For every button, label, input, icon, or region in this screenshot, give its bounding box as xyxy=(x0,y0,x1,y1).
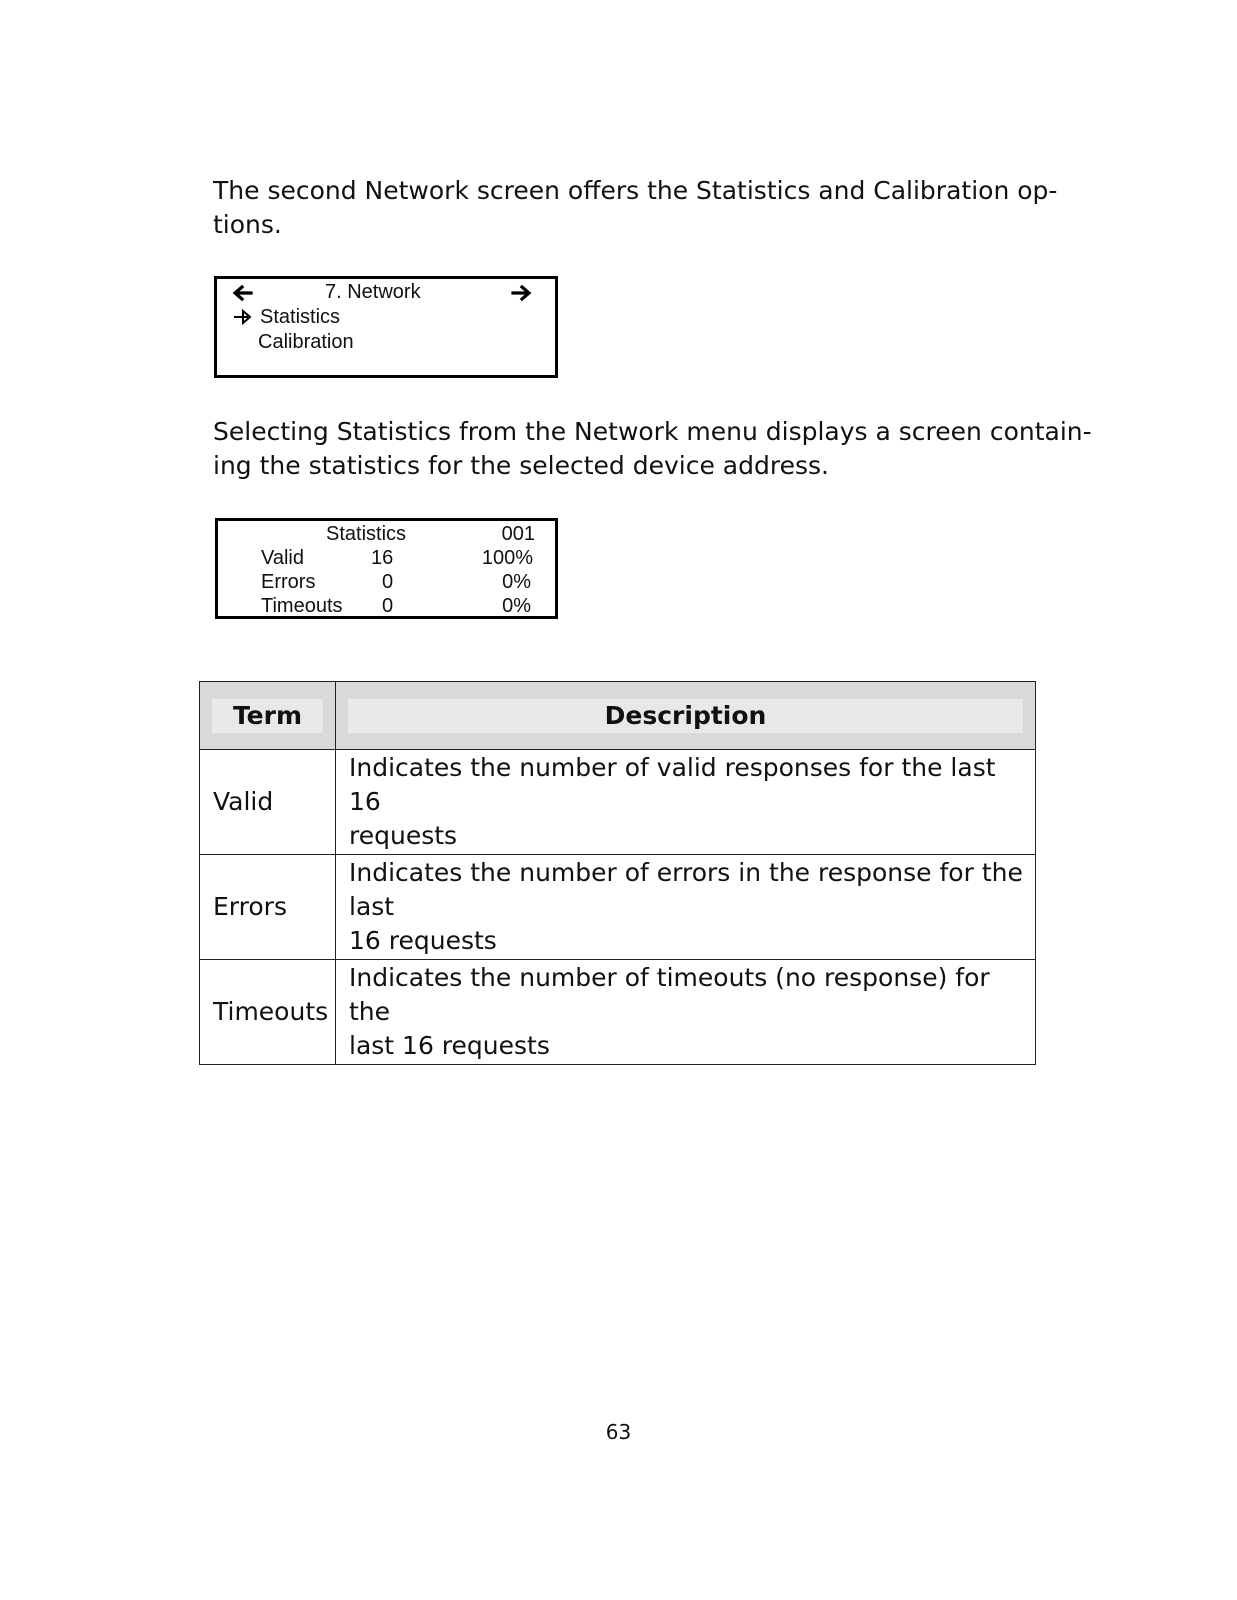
description-line-2: 16 requests xyxy=(349,926,497,955)
description-line-2: last 16 requests xyxy=(349,1031,550,1060)
table-row xyxy=(200,855,1036,960)
menu-item-calibration[interactable]: Calibration xyxy=(258,331,354,353)
stat-count-errors: 0 xyxy=(382,571,394,593)
description-cell xyxy=(336,960,1036,1065)
header-term-label: Term xyxy=(212,699,323,733)
table-row xyxy=(200,960,1036,1065)
stat-count-valid: 16 xyxy=(371,547,394,569)
header-description-label: Description xyxy=(348,699,1023,733)
table-header-row xyxy=(200,682,1036,750)
header-term xyxy=(200,682,336,750)
intro-line-2: tions. xyxy=(213,210,282,239)
stat-count-timeouts: 0 xyxy=(382,595,394,617)
selection-arrow-icon xyxy=(233,309,255,325)
statistics-paragraph xyxy=(213,415,1092,483)
statistics-screen xyxy=(215,518,558,619)
description-line-1: Indicates the number of valid responses for the last 16 xyxy=(349,753,996,816)
menu-item-statistics[interactable]: Statistics xyxy=(260,306,341,328)
term-cell: Valid xyxy=(200,750,336,855)
left-arrow-icon xyxy=(231,284,253,302)
term-cell: Timeouts xyxy=(200,960,336,1065)
description-cell xyxy=(336,855,1036,960)
right-arrow-icon xyxy=(511,284,533,302)
description-line-2: requests xyxy=(349,821,458,850)
term-cell: Errors xyxy=(200,855,336,960)
stat-percent-timeouts: 0% xyxy=(502,595,531,617)
network-screen xyxy=(214,276,558,378)
description-line-1: Indicates the number of errors in the response for the last xyxy=(349,858,1023,921)
description-line-1: Indicates the number of timeouts (no response) for the xyxy=(349,963,990,1026)
stat-label-timeouts: Timeouts xyxy=(261,595,343,617)
stat-percent-errors: 0% xyxy=(502,571,531,593)
stat-percent-valid: 100% xyxy=(481,547,533,569)
statistics-screen-title: Statistics xyxy=(326,523,407,545)
network-screen-title: 7. Network xyxy=(325,281,421,303)
terms-table xyxy=(199,681,1036,1065)
statistics-line-1: Selecting Statistics from the Network menu displays a screen contain- xyxy=(213,417,1092,446)
statistics-line-2: ing the statistics for the selected device address. xyxy=(213,451,829,480)
stat-label-errors: Errors xyxy=(261,571,316,593)
intro-line-1: The second Network screen offers the Statistics and Calibration op- xyxy=(213,176,1058,205)
description-cell xyxy=(336,750,1036,855)
table-row xyxy=(200,750,1036,855)
page-number: 63 xyxy=(605,1420,632,1444)
stat-label-valid: Valid xyxy=(261,547,304,569)
header-description xyxy=(336,682,1036,750)
intro-paragraph xyxy=(213,174,1058,242)
device-address: 001 xyxy=(501,523,535,545)
